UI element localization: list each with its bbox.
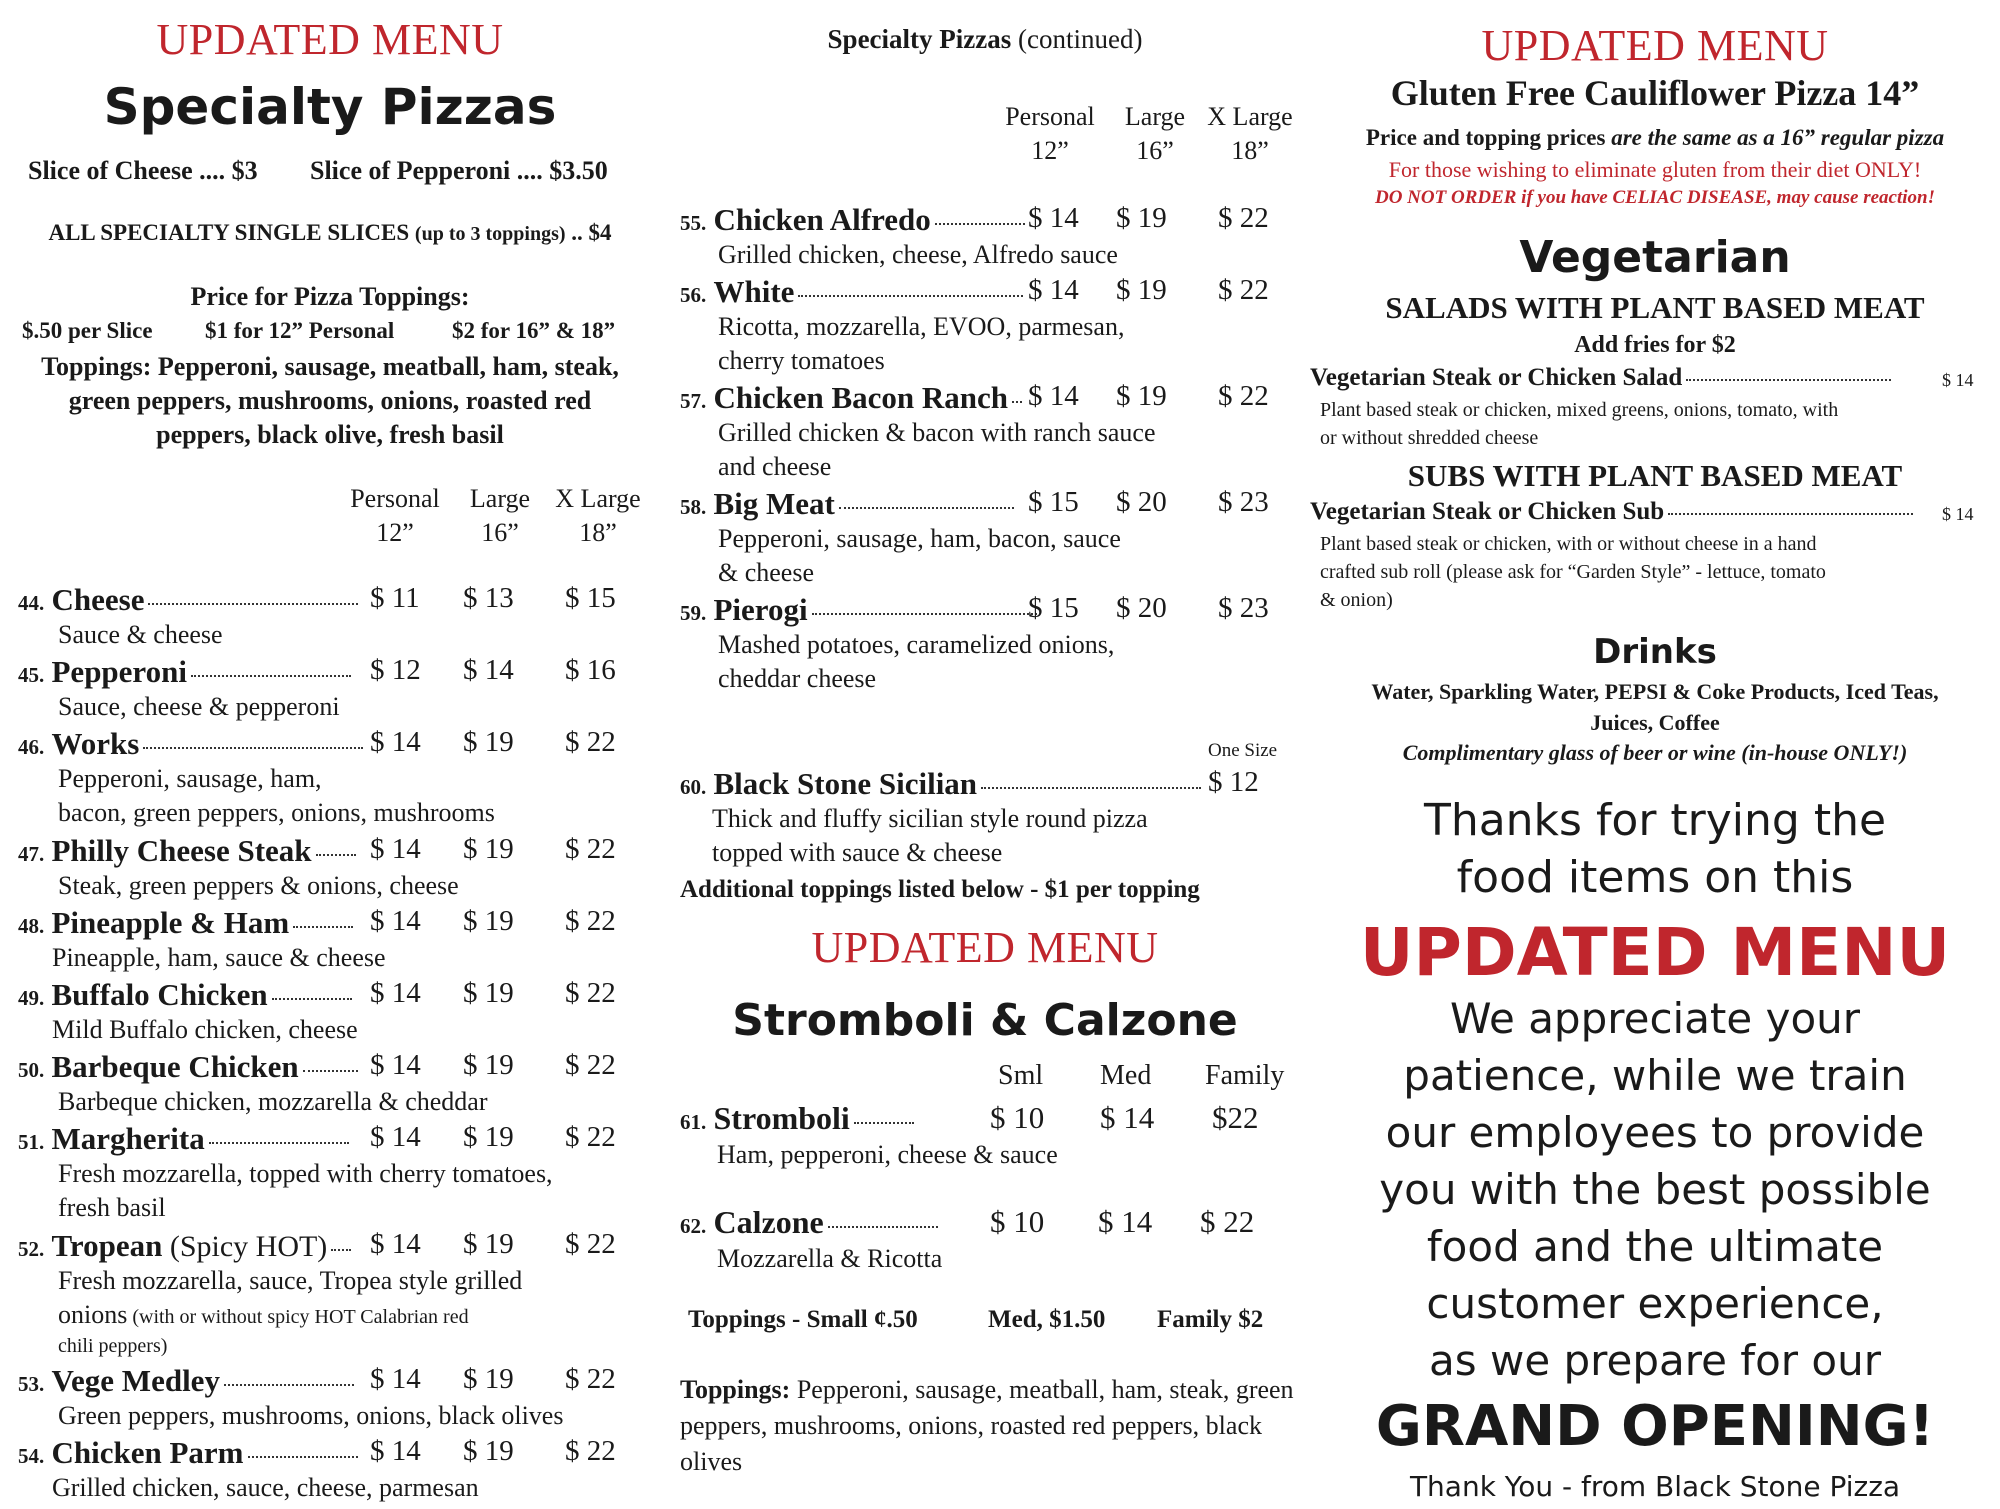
- item-number: 53.: [18, 1372, 45, 1396]
- size-header-large: [1110, 100, 1200, 168]
- section-title: Specialty Pizzas: [103, 78, 557, 136]
- desc-line: Green peppers, mushrooms, onions, black olives: [58, 1401, 564, 1430]
- item-price: $ 22: [565, 1049, 616, 1081]
- appreciate-line: you with the best possible: [1379, 1165, 1931, 1214]
- item-price: $ 22: [1218, 202, 1269, 234]
- desc-line: & onion): [1320, 589, 1393, 611]
- updated-menu-heading: UPDATED MENU: [811, 923, 1159, 972]
- desc-line: Thick and fluffy sicilian style round pizza: [712, 804, 1148, 833]
- item-price: $ 19: [463, 1049, 514, 1081]
- size-inches: 18”: [1231, 136, 1269, 165]
- desc-line: Ricotta, mozzarella, EVOO, parmesan,: [718, 312, 1125, 341]
- item-name: Vegetarian Steak or Chicken Sub: [1310, 498, 1665, 525]
- desc-line: cheddar cheese: [718, 664, 877, 693]
- item-description: [52, 1471, 479, 1505]
- item-number: 51.: [18, 1130, 45, 1154]
- item-name: White: [713, 274, 795, 309]
- desc-line: Sauce & cheese: [58, 620, 223, 649]
- salads-title: SALADS WITH PLANT BASED MEAT: [1385, 290, 1925, 325]
- toppings-price-title: Price for Pizza Toppings:: [190, 282, 470, 311]
- menu-item: [18, 833, 360, 869]
- item-number: 49.: [18, 986, 45, 1010]
- item-price: $ 12: [1208, 766, 1259, 798]
- menu-item: [18, 905, 357, 941]
- item-price: $ 22: [1218, 274, 1269, 306]
- desc-line: Mild Buffalo chicken, cheese: [52, 1015, 358, 1044]
- item-price: $ 14: [370, 905, 421, 937]
- sc-header-family: Family: [1205, 1060, 1285, 1091]
- item-name: Margherita: [51, 1121, 205, 1156]
- desc-line: topped with sauce & cheese: [712, 838, 1003, 867]
- item-price-family: $22: [1212, 1100, 1259, 1135]
- size-inches: 16”: [481, 518, 519, 547]
- item-price: $ 22: [565, 905, 616, 937]
- desc-small: (with or without spicy HOT Calabrian red: [127, 1306, 469, 1328]
- desc-line: Fresh mozzarella, topped with cherry tomatoes,: [58, 1159, 553, 1188]
- item-name: Calzone: [713, 1204, 824, 1240]
- item-description: [1320, 396, 1838, 452]
- item-description: [718, 628, 1114, 696]
- desc-line: Pepperoni, sausage, ham, bacon, sauce: [718, 524, 1121, 553]
- item-price-sml: $ 10: [990, 1204, 1045, 1239]
- column-specialty-pizzas: [0, 0, 660, 1509]
- sc-toppings-list: [680, 1372, 1300, 1480]
- item-price-sml: $ 10: [990, 1100, 1045, 1135]
- size-name: X Large: [555, 484, 641, 513]
- item-price: $ 14: [370, 1121, 421, 1153]
- item-price: $ 14: [370, 833, 421, 865]
- desc-line: & cheese: [718, 558, 815, 587]
- item-number: 58.: [680, 495, 707, 519]
- item-price: $ 20: [1116, 592, 1167, 624]
- item-number: 47.: [18, 842, 45, 866]
- item-name: Barbeque Chicken: [51, 1049, 299, 1084]
- item-name: Pepperoni: [51, 654, 187, 689]
- item-price: $ 22: [565, 1363, 616, 1395]
- item-price: $ 15: [1028, 592, 1079, 624]
- appreciate-line: our employees to provide: [1385, 1108, 1925, 1157]
- desc-line: Barbeque chicken, mozzarella & cheddar: [58, 1087, 488, 1116]
- veg-salad-item: [1310, 364, 1895, 392]
- item-description: [712, 802, 1148, 870]
- desc-line: Fresh mozzarella, sauce, Tropea style grilled: [58, 1266, 523, 1295]
- size-inches: 12”: [376, 518, 414, 547]
- desc-line: and cheese: [718, 452, 832, 481]
- menu-item: [680, 592, 1041, 628]
- drinks-note: Complimentary glass of beer or wine (in-house ONLY!): [1402, 740, 1908, 765]
- menu-item: [18, 977, 356, 1013]
- menu-item: [18, 726, 367, 762]
- item-number: 62.: [680, 1214, 707, 1238]
- drinks-title: Drinks: [1593, 632, 1717, 672]
- menu-item-stromboli: [680, 1100, 918, 1137]
- toppings-price-large: $2 for 16” & 18”: [452, 318, 616, 343]
- gluten-free-title: Gluten Free Cauliflower Pizza 14”: [1390, 73, 1920, 113]
- size-header-personal: [990, 100, 1110, 168]
- menu-item: [680, 380, 1026, 416]
- leader-dots: [828, 1225, 938, 1228]
- item-price: $ 13: [463, 582, 514, 614]
- item-description: [1320, 530, 1826, 614]
- specialty-slices-label: ALL SPECIALTY SINGLE SLICES: [48, 220, 410, 245]
- specialty-slices-price: .. $4: [571, 220, 612, 245]
- leader-dots: [316, 853, 356, 856]
- item-price: $ 15: [1028, 486, 1079, 518]
- item-price: $ 19: [463, 1435, 514, 1467]
- thanks-message: [1310, 792, 2000, 906]
- item-price: $ 23: [1218, 486, 1269, 518]
- sc-toppings-label: Toppings:: [680, 1375, 791, 1404]
- desc-line: Pepperoni, sausage, ham,: [58, 764, 322, 793]
- item-description: [58, 1085, 488, 1119]
- appreciate-line: as we prepare for our: [1429, 1336, 1881, 1385]
- item-price: $ 14: [370, 1049, 421, 1081]
- item-price: $ 14: [1942, 504, 1974, 524]
- item-number: 59.: [680, 601, 707, 625]
- desc-line: Mashed potatoes, caramelized onions,: [718, 630, 1115, 659]
- item-price: $ 22: [565, 1435, 616, 1467]
- leader-dots: [981, 786, 1201, 789]
- gf-price-note-bold: Price and topping prices: [1365, 125, 1606, 150]
- item-number: 55.: [680, 211, 707, 235]
- size-header-xlarge: [1200, 100, 1300, 168]
- size-name: Personal: [1005, 102, 1095, 131]
- item-price: $ 14: [370, 977, 421, 1009]
- desc-line: [58, 1298, 522, 1334]
- leader-dots: [1668, 512, 1913, 515]
- item-name-suffix: (Spicy HOT): [162, 1230, 328, 1263]
- menu-item: [18, 654, 355, 690]
- item-price: $ 19: [463, 977, 514, 1009]
- item-price: $ 14: [463, 654, 514, 686]
- menu-item: [680, 486, 1018, 522]
- item-price: $ 14: [370, 1228, 421, 1260]
- desc-line: Plant based steak or chicken, mixed greens, onions, tomato, with: [1320, 399, 1839, 421]
- item-price: $ 14: [1028, 202, 1079, 234]
- size-header-xlarge: [548, 482, 648, 550]
- item-description: [58, 1399, 563, 1433]
- appreciate-line: We appreciate your: [1449, 994, 1861, 1043]
- menu-item-sicilian: [680, 766, 1205, 802]
- item-number: 45.: [18, 663, 45, 687]
- item-price-med: $ 14: [1098, 1204, 1153, 1239]
- menu-item: [18, 1435, 362, 1471]
- leader-dots: [331, 1248, 351, 1251]
- sc-toppings-med: Med, $1.50: [988, 1306, 1106, 1333]
- leader-dots: [191, 674, 351, 677]
- item-number: 50.: [18, 1058, 45, 1082]
- item-name: Tropean: [51, 1228, 163, 1263]
- leader-dots: [209, 1141, 349, 1144]
- size-inches: 16”: [1136, 136, 1174, 165]
- vegetarian-title: Vegetarian: [1519, 232, 1791, 283]
- item-number: 54.: [18, 1444, 45, 1468]
- item-price: $ 14: [370, 726, 421, 758]
- item-price: $ 22: [1218, 380, 1269, 412]
- item-price: $ 22: [565, 1228, 616, 1260]
- item-name: Pineapple & Ham: [51, 905, 290, 940]
- item-name: Cheese: [51, 582, 145, 617]
- item-description: [718, 310, 1124, 378]
- item-description: Mozzarella & Ricotta: [717, 1244, 943, 1273]
- desc-line: Plant based steak or chicken, with or without cheese in a hand: [1320, 533, 1817, 555]
- item-number: 60.: [680, 775, 707, 799]
- menu-item: [18, 1049, 362, 1085]
- item-price: $ 19: [463, 1228, 514, 1260]
- item-name: Pierogi: [713, 592, 808, 627]
- leader-dots: [854, 1121, 914, 1124]
- leader-dots: [798, 294, 1023, 297]
- size-header-personal: [340, 482, 450, 550]
- item-name: Works: [51, 726, 140, 761]
- slice-cheese: Slice of Cheese .... $3: [28, 156, 258, 185]
- thanks-line: Thanks for trying the: [1423, 795, 1887, 846]
- item-price: $ 19: [463, 1363, 514, 1395]
- updated-menu-heading: UPDATED MENU: [156, 15, 504, 64]
- sc-header-sml: Sml: [998, 1060, 1044, 1091]
- item-description: [58, 618, 223, 652]
- gf-warning-2: DO NOT ORDER if you have CELIAC DISEASE, may cause reaction!: [1374, 187, 1936, 208]
- desc-line: Grilled chicken, cheese, Alfredo sauce: [718, 240, 1118, 269]
- item-name: Vege Medley: [51, 1363, 220, 1398]
- item-description: [718, 522, 1121, 590]
- size-name: Large: [469, 484, 531, 513]
- item-name: Black Stone Sicilian: [713, 766, 978, 801]
- updated-menu-banner: UPDATED MENU: [1359, 914, 1951, 991]
- item-price: $ 19: [463, 833, 514, 865]
- item-number: 48.: [18, 914, 45, 938]
- item-number: 52.: [18, 1237, 45, 1261]
- item-description: [58, 1264, 522, 1358]
- item-name: Stromboli: [713, 1100, 850, 1136]
- item-price: $ 22: [565, 726, 616, 758]
- veg-sub-item: [1310, 498, 1917, 526]
- item-description: [718, 416, 1156, 484]
- item-price: $ 14: [1028, 380, 1079, 412]
- leader-dots: [839, 506, 1014, 509]
- updated-menu-heading: UPDATED MENU: [1481, 21, 1829, 70]
- leader-dots: [1012, 400, 1022, 403]
- size-name: Large: [1124, 102, 1186, 131]
- continued-heading: [660, 24, 1310, 55]
- desc-line: Sauce, cheese & pepperoni: [58, 692, 340, 721]
- item-price-family: $ 22: [1200, 1204, 1255, 1239]
- sc-toppings-small: Toppings - Small ¢.50: [688, 1306, 918, 1333]
- appreciation-message: [1310, 990, 2000, 1389]
- specialty-slices-note: (up to 3 toppings): [414, 223, 566, 245]
- item-number: 56.: [680, 283, 707, 307]
- grand-opening: GRAND OPENING!: [1375, 1394, 1935, 1459]
- item-price-med: $ 14: [1100, 1100, 1155, 1135]
- leader-dots: [812, 612, 1037, 615]
- desc-line: Grilled chicken & bacon with ranch sauce: [718, 418, 1156, 447]
- additional-toppings-note: Additional toppings listed below - $1 per topping: [680, 876, 1200, 903]
- item-name: Chicken Bacon Ranch: [713, 380, 1009, 415]
- item-price: $ 22: [565, 977, 616, 1009]
- item-price: $ 14: [370, 1435, 421, 1467]
- desc-line: Steak, green peppers & onions, cheese: [58, 871, 459, 900]
- gf-price-note: [1310, 125, 2000, 151]
- thanks-line: food items on this: [1456, 852, 1854, 903]
- toppings-list: Toppings: Pepperoni, sausage, meatball, ham, steak, green peppers, mushrooms, onions, roasted red peppers, black olive, fresh basil: [41, 352, 619, 449]
- add-fries-note: Add fries for $2: [1574, 332, 1736, 358]
- item-name: Chicken Parm: [51, 1435, 244, 1470]
- item-name: Vegetarian Steak or Chicken Salad: [1310, 364, 1683, 391]
- menu-item: [680, 274, 1027, 310]
- item-price: $ 19: [1116, 202, 1167, 234]
- size-inches: 18”: [579, 518, 617, 547]
- size-inches: 12”: [1031, 136, 1069, 165]
- item-price: $ 14: [1028, 274, 1079, 306]
- leader-dots: [248, 1455, 358, 1458]
- desc-line: chili peppers): [58, 1335, 168, 1357]
- size-name: X Large: [1207, 102, 1293, 131]
- item-description: [52, 941, 386, 975]
- appreciate-line: food and the ultimate: [1426, 1222, 1884, 1271]
- sc-header-med: Med: [1100, 1060, 1152, 1091]
- item-name: Buffalo Chicken: [51, 977, 268, 1012]
- leader-dots: [1686, 378, 1891, 381]
- gf-warning-1: For those wishing to eliminate gluten from their diet ONLY!: [1388, 157, 1922, 182]
- item-price: $ 19: [1116, 274, 1167, 306]
- item-price: $ 22: [565, 833, 616, 865]
- desc-line: crafted sub roll (please ask for “Garden Style” - lettuce, tomato: [1320, 561, 1826, 583]
- desc-text: onions: [58, 1300, 128, 1329]
- item-description: Ham, pepperoni, cheese & sauce: [717, 1140, 1058, 1169]
- continued-suffix: (continued): [1011, 24, 1143, 54]
- column-gluten-free-vegetarian: [1310, 0, 2000, 1509]
- continued-title: Specialty Pizzas: [827, 24, 1012, 54]
- appreciate-line: customer experience,: [1426, 1279, 1884, 1328]
- size-header-large: [455, 482, 545, 550]
- item-price: $ 19: [1116, 380, 1167, 412]
- item-description: [52, 1013, 358, 1047]
- sc-toppings-family: Family $2: [1157, 1306, 1264, 1333]
- item-number: 46.: [18, 735, 45, 759]
- item-price: $ 11: [370, 582, 420, 614]
- leader-dots: [148, 602, 358, 605]
- menu-item: [18, 582, 362, 618]
- item-price: $ 20: [1116, 486, 1167, 518]
- subs-title: SUBS WITH PLANT BASED MEAT: [1407, 458, 1903, 493]
- desc-line: cherry tomatoes: [718, 346, 885, 375]
- slice-pepperoni: Slice of Pepperoni .... $3.50: [310, 156, 608, 185]
- appreciate-line: patience, while we train: [1403, 1051, 1907, 1100]
- one-size-label: One Size: [1208, 740, 1278, 761]
- drinks-list: [1310, 676, 2000, 738]
- item-price: $ 19: [463, 1121, 514, 1153]
- leader-dots: [935, 222, 1025, 225]
- leader-dots: [303, 1069, 358, 1072]
- item-price: $ 23: [1218, 592, 1269, 624]
- sc-toppings-items: Pepperoni, sausage, meatball, ham, steak, green peppers, mushrooms, onions, roasted red peppers, black olives: [680, 1375, 1294, 1476]
- toppings-price-personal: $1 for 12” Personal: [205, 318, 395, 343]
- signoff: Thank You - from Black Stone Pizza: [1409, 1470, 1901, 1503]
- desc-line: fresh basil: [58, 1193, 166, 1222]
- column-specialty-continued: [660, 0, 1310, 1509]
- item-description: [58, 762, 495, 830]
- menu-item: [680, 202, 1029, 238]
- leader-dots: [293, 925, 353, 928]
- stromboli-calzone-title: Stromboli & Calzone: [732, 995, 1238, 1046]
- item-name: Big Meat: [713, 486, 835, 521]
- item-description: [58, 869, 459, 903]
- toppings-price-slice: $.50 per Slice: [22, 318, 153, 343]
- specialty-slices: [0, 220, 660, 246]
- item-price: $ 22: [565, 1121, 616, 1153]
- item-description: [58, 1157, 553, 1225]
- item-price: $ 16: [565, 654, 616, 686]
- leader-dots: [272, 997, 352, 1000]
- menu-item: [18, 1228, 355, 1264]
- leader-dots: [224, 1383, 354, 1386]
- desc-line: bacon, green peppers, onions, mushrooms: [58, 798, 495, 827]
- item-description: [58, 690, 340, 724]
- item-price: $ 19: [463, 905, 514, 937]
- desc-line: Pineapple, ham, sauce & cheese: [52, 943, 386, 972]
- item-price: $ 12: [370, 654, 421, 686]
- item-name: Chicken Alfredo: [713, 202, 931, 237]
- item-number: 61.: [680, 1110, 707, 1134]
- gf-price-note-italic: are the same as a 16” regular pizza: [1605, 125, 1945, 150]
- item-name: Philly Cheese Steak: [51, 833, 312, 868]
- drinks-line: Juices, Coffee: [1590, 710, 1720, 735]
- item-price: $ 19: [463, 726, 514, 758]
- desc-line: Grilled chicken, sauce, cheese, parmesan: [52, 1473, 479, 1502]
- leader-dots: [143, 746, 363, 749]
- item-price: $ 14: [370, 1363, 421, 1395]
- size-name: Personal: [350, 484, 440, 513]
- item-price: $ 14: [1942, 370, 1974, 390]
- menu-item-calzone: [680, 1204, 942, 1241]
- drinks-line: Water, Sparkling Water, PEPSI & Coke Products, Iced Teas,: [1371, 679, 1939, 704]
- item-number: 44.: [18, 591, 45, 615]
- menu-item: [18, 1121, 353, 1157]
- item-price: $ 15: [565, 582, 616, 614]
- desc-line: or without shredded cheese: [1320, 427, 1539, 449]
- menu-item: [18, 1363, 358, 1399]
- item-description: [718, 238, 1118, 272]
- item-number: 57.: [680, 389, 707, 413]
